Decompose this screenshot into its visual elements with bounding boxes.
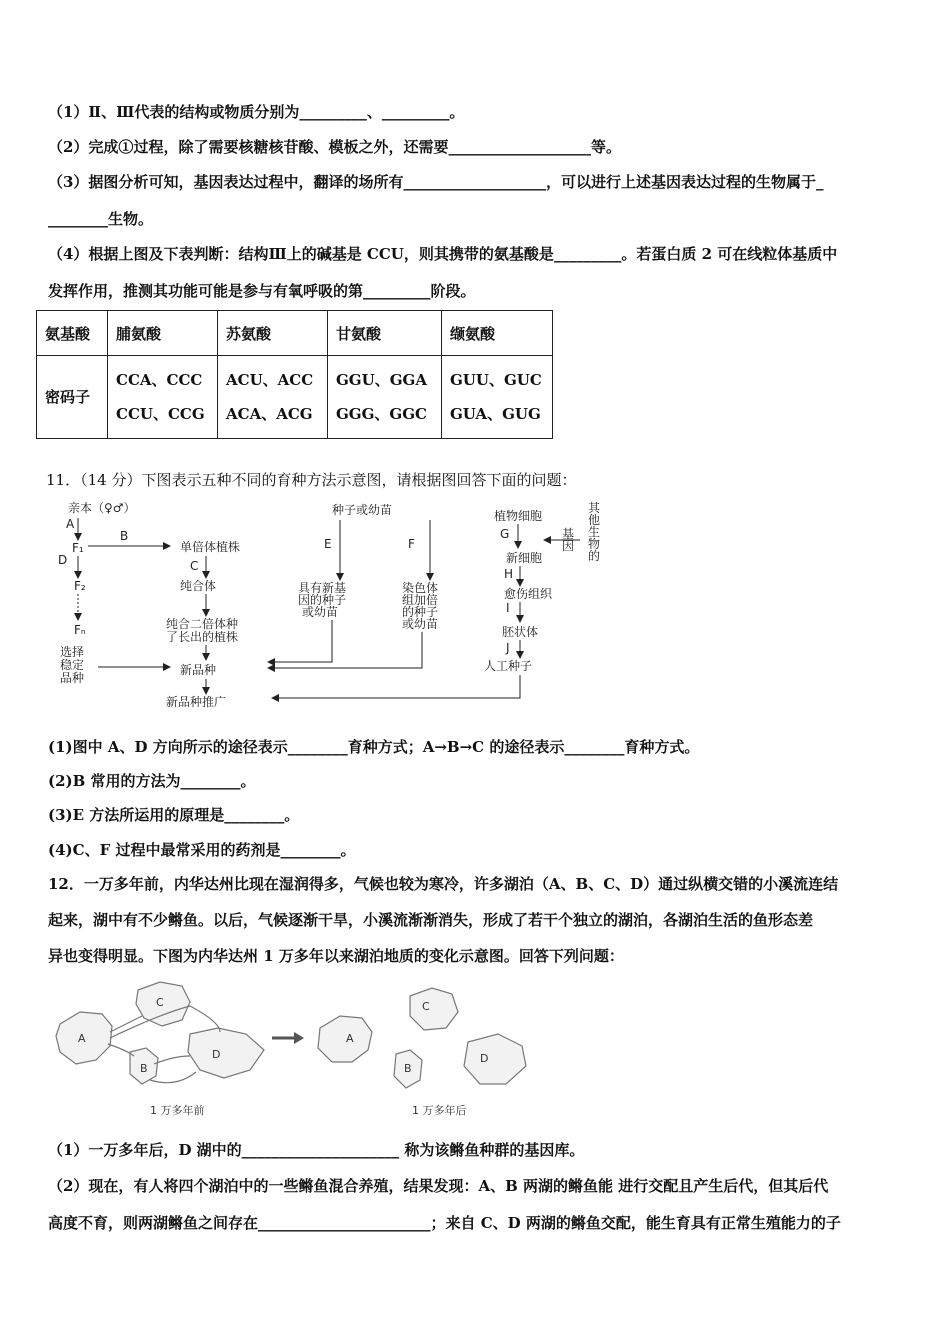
label-i: I (506, 601, 510, 615)
lake-label-a-after: A (346, 1032, 354, 1045)
select-line2: 稳定 (60, 658, 85, 672)
lake-d-after (464, 1034, 526, 1084)
q10-part4-line2: 发挥作用，推测其功能可能是参与有氧呼吸的第_________阶段。 (48, 282, 476, 300)
q11-question3: (3)E 方法所运用的原理是________。 (48, 806, 300, 824)
new-gene-line1: 具有新基 (298, 581, 347, 595)
new-variety-label: 新品种 (180, 663, 217, 677)
codon-table (36, 310, 553, 439)
seed-label: 种子或幼苗 (332, 503, 393, 517)
header-proline: 脯氨酸 (108, 311, 218, 356)
q11-question1: (1)图中 A、D 方向所示的途径表示________育种方式；A→B→C 的途径表示________育种方式。 (48, 738, 700, 756)
label-j: J (506, 641, 510, 655)
embryoid-label: 胚状体 (502, 625, 539, 639)
lake-d-before (188, 1028, 264, 1078)
codon-cell-proline: CCA、CCC CCU、CCG (108, 356, 218, 439)
q10-part3-line2: ________生物。 (48, 210, 154, 228)
new-gene-line2: 因的种子 (298, 593, 347, 607)
other-line1: 其 (588, 501, 601, 515)
label-d: D (58, 553, 68, 567)
q12-intro-line3: 异也变得明显。下图为内华达州 1 万多年以来湖泊地质的变化示意图。回答下列问题： (48, 947, 624, 965)
label-e: E (324, 537, 332, 551)
codon-table-row (37, 356, 553, 439)
header-glycine: 甘氨酸 (328, 311, 442, 356)
q10-part2: （2）完成①过程，除了需要核糖核苷酸、模板之外，还需要___________________等。 (48, 138, 621, 156)
label-fn: Fₙ (74, 623, 86, 637)
haploid-label: 单倍体植株 (180, 540, 241, 554)
new-cell-label: 新细胞 (506, 551, 543, 565)
arrow-artificial-seed (272, 675, 520, 698)
label-a: A (66, 517, 75, 531)
codon-cell-threonine: ACU、ACC ACA、ACG (218, 356, 328, 439)
q10-part4-line1: （4）根据上图及下表判断：结构Ⅲ上的碱基是 CCU，则其携带的氨基酸是_________。若蛋白质 2 可在线粒体基质中 (48, 245, 838, 263)
diploid-line2: 了长出的植株 (166, 630, 239, 644)
lake-a-after (318, 1016, 372, 1062)
lake-label-c-after: C (422, 1000, 430, 1013)
caption-after: 1 万多年后 (412, 1104, 467, 1117)
label-f2: F₂ (74, 579, 86, 593)
lake-label-c-before: C (156, 996, 164, 1009)
breeding-diagram (40, 498, 630, 720)
diploid-line1: 纯合二倍体种 (166, 617, 239, 631)
lake-label-b-before: B (140, 1062, 148, 1075)
codon-table-header (37, 311, 553, 356)
q12-intro-line1: 12．一万多年前，内华达州比现在湿润得多，气候也较为寒冷，许多湖泊（A、B、C、D）通过纵横交错的小溪流连结 (48, 875, 839, 893)
q11-question4: (4)C、F 过程中最常采用的药剂是________。 (48, 841, 356, 859)
label-f: F (408, 537, 415, 551)
plant-cell-label: 植物细胞 (494, 509, 543, 523)
header-valine: 缬氨酸 (442, 311, 553, 356)
arrow-new-gene (268, 620, 332, 662)
label-b: B (120, 529, 129, 543)
lake-label-d-before: D (212, 1048, 221, 1061)
caption-before: 1 万多年前 (150, 1104, 205, 1117)
lake-label-d-after: D (480, 1052, 489, 1065)
lake-diagram (50, 976, 540, 1122)
arrow-chromosome (268, 632, 422, 668)
codon-cell-valine: GUU、GUC GUA、GUG (442, 356, 553, 439)
row-label-codon: 密码子 (37, 356, 108, 439)
callus-label: 愈伤组织 (504, 587, 553, 601)
select-line3: 品种 (60, 671, 85, 685)
codon-cell-glycine: GGU、GGA GGG、GGC (328, 356, 442, 439)
label-c: C (190, 559, 199, 573)
label-h: H (504, 567, 514, 581)
chromosome-line2: 组加倍 (402, 593, 439, 607)
header-threonine: 苏氨酸 (218, 311, 328, 356)
other-line5: 的 (588, 549, 601, 563)
chromosome-line4: 或幼苗 (402, 617, 439, 631)
label-f1: F₁ (72, 541, 84, 555)
label-g: G (500, 527, 510, 541)
q12-question1: （1）一万多年后，D 湖中的_____________________ 称为该鳉鱼种群的基因库。 (48, 1141, 585, 1159)
header-amino-acid: 氨基酸 (37, 311, 108, 356)
new-gene-line3: 或幼苗 (302, 605, 339, 619)
homozygote-label: 纯合体 (180, 579, 217, 593)
q10-part1: （1）Ⅱ、Ⅲ代表的结构或物质分别为_________、_________。 (48, 103, 465, 121)
chromosome-line3: 的种子 (402, 605, 439, 619)
q11-title: 11．（14 分）下图表示五种不同的育种方法示意图，请根据图回答下面的问题： (46, 471, 577, 489)
parent-label: 亲本（♀♂） (68, 501, 136, 515)
q12-question2-line2: 高度不育，则两湖鳉鱼之间存在_______________________；来自 C、D 两湖的鳉鱼交配，能生育具有正常生殖能力的子 (48, 1214, 841, 1232)
q11-question2: (2)B 常用的方法为________。 (48, 772, 256, 790)
other-line2: 他 (588, 513, 601, 527)
other-line4: 物 (588, 537, 601, 551)
lake-label-b-after: B (404, 1062, 412, 1075)
artificial-seed-label: 人工种子 (484, 659, 533, 673)
chromosome-line1: 染色体 (402, 581, 439, 595)
promotion-label: 新品种推广 (166, 695, 227, 709)
q10-part3-line1: （3）据图分析可知，基因表达过程中，翻译的场所有___________________，可以进行上述基因表达过程的生物属于_ (48, 173, 824, 191)
lake-label-a-before: A (78, 1032, 86, 1045)
gene-word-2: 因 (562, 539, 575, 553)
other-line3: 生 (588, 525, 601, 539)
q12-intro-line2: 起来，湖中有不少鳉鱼。以后，气候逐渐干旱，小溪流渐渐消失，形成了若干个独立的湖泊，各湖泊生活的鱼形态差 (48, 911, 814, 929)
lake-c-after (410, 988, 458, 1030)
q12-question2-line1: （2）现在，有人将四个湖泊中的一些鳉鱼混合养殖，结果发现：A、B 两湖的鳉鱼能 进行交配且产生后代，但其后代 (48, 1177, 829, 1195)
gene-word-1: 基 (562, 527, 575, 541)
select-line1: 选择 (60, 645, 85, 659)
